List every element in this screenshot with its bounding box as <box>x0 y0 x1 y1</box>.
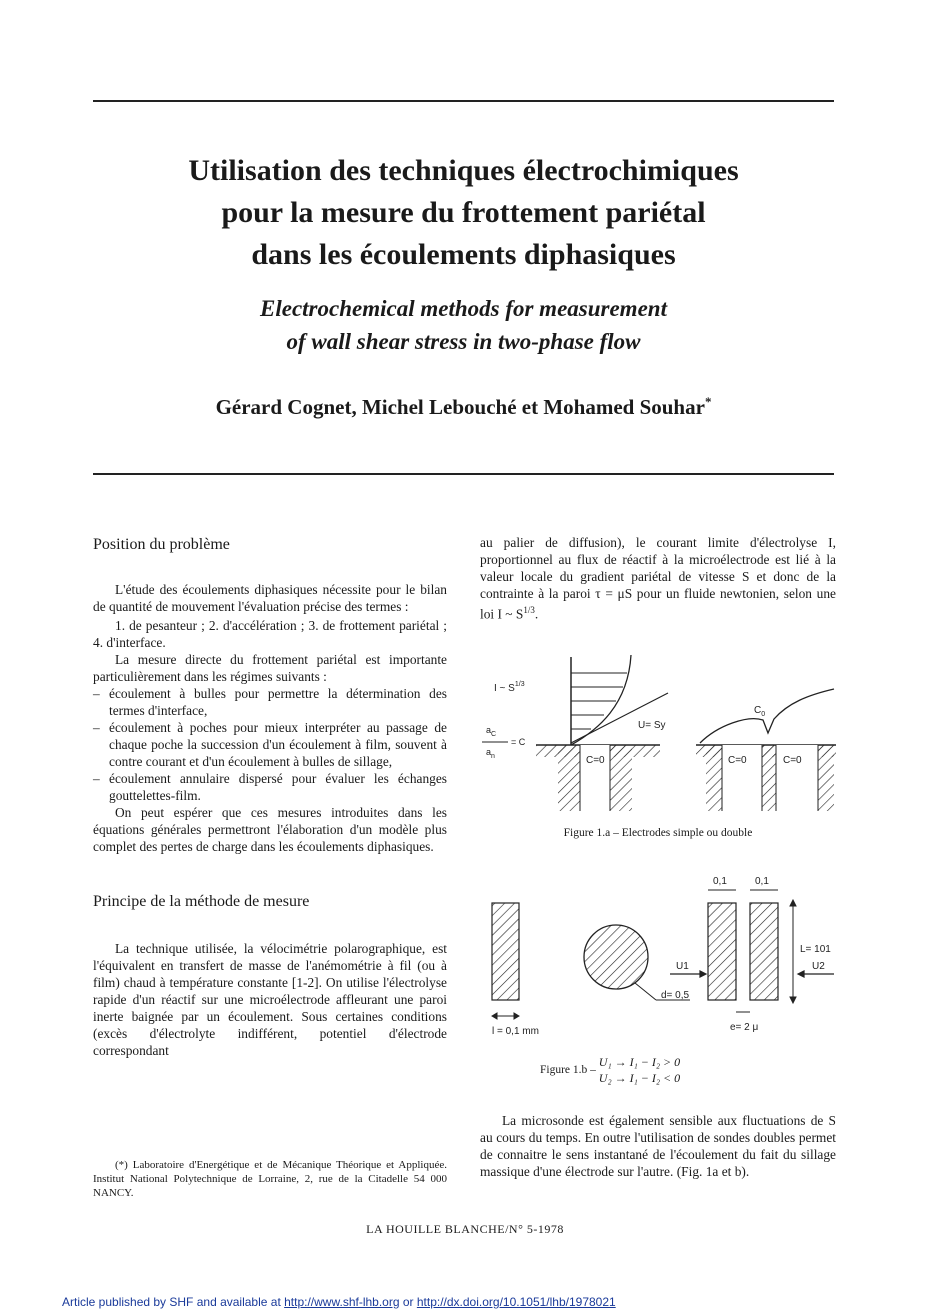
flow-u2-label: U2 <box>812 961 825 972</box>
width-label: 0,1 <box>755 876 769 887</box>
length-dimension <box>790 900 796 1003</box>
subtitle-line: Electrochemical methods for measurement <box>260 296 667 321</box>
header-bottom-rule <box>93 473 834 475</box>
exponent: 1/3 <box>523 605 535 615</box>
figure-1a-caption: Figure 1.a – Electrodes simple ou double <box>563 827 753 839</box>
caption-formula: U₂ → I₁ − I₂ < 0 <box>598 1071 681 1085</box>
diameter-label: d= 0,5 <box>661 990 690 1001</box>
gap-label: e= 2 μ <box>730 1022 759 1033</box>
ratio-top: $a_C$ <box>486 725 497 738</box>
dimension-l-label: l = 0,1 mm <box>492 1026 539 1037</box>
dimension-l <box>492 1013 519 1019</box>
ratio-eq: = C <box>511 737 526 747</box>
law-label: I ~ $S^{1/3}$ <box>494 681 525 694</box>
notice-text: or <box>399 1295 417 1309</box>
figure-1a <box>478 645 838 825</box>
ratio-bottom: $a_n$ <box>486 747 495 760</box>
list-item: – écoulement à poches pour mieux interpréter au passage de chaque poche la succession d'un écoulement à film, souvent à contre courant et d'un écoulement à bulles de sillage, <box>93 720 447 769</box>
caption-formula: U₁ → I₁ − I₂ > 0 <box>598 1055 681 1069</box>
publication-notice <box>62 1295 616 1309</box>
concentration-profile <box>700 689 834 743</box>
figure-1b-caption <box>540 1054 800 1086</box>
electrode-slot <box>558 745 580 811</box>
double-electrode-right <box>750 903 778 1000</box>
footnote <box>93 1158 447 1200</box>
notice-text: Article published by SHF and available at <box>62 1295 285 1309</box>
bulk-concentration-label: $C_0$ <box>754 705 766 718</box>
list-item-text: écoulement annulaire dispersé pour évaluer les échanges gouttelettes-film. <box>109 771 447 803</box>
right-column-bottom <box>480 1112 836 1180</box>
title-line: dans les écoulements diphasiques <box>251 238 676 271</box>
section-heading: Position du problème <box>93 536 230 553</box>
top-rule <box>93 100 834 102</box>
electrode-strip <box>492 903 519 1000</box>
paper-subtitle <box>93 292 834 358</box>
width-label: 0,1 <box>713 876 727 887</box>
right-column-top <box>480 534 836 622</box>
paragraph-text: au palier de diffusion), le courant limite d'électrolyse I, proportionnel au flux de réactif à la microélectrode est lié à la valeur locale du gradient pariétal de vitesse S et donc de la contrainte à la paroi τ = μS pour un fluide newtonien, selon une loi I ~ S <box>480 535 836 622</box>
paragraph <box>480 534 836 622</box>
concentration-zero-label: C=0 <box>783 755 802 766</box>
author-names: Gérard Cognet, Michel Lebouché et Mohamed Souhar <box>215 395 705 419</box>
electrode-slot <box>762 745 776 811</box>
list-item: – écoulement à bulles pour permettre la détermination des termes d'interface, <box>93 686 447 718</box>
authors <box>93 394 834 420</box>
paragraph: La technique utilisée, la vélocimétrie polarographique, est l'équivalent en transfert de masse de l'anémométrie à fil (ou à film) chaud à température constante [1-2]. On utilise l'électrolyse rapide d'un réactif sur une microélectrode affleurant une paroi inerte baignée par un écoulement. Sous certaines conditions (excès d'électrolyte indifférent, potentiel d'électrode correspondant <box>93 941 447 1058</box>
paragraph: L'étude des écoulements diphasiques nécessite pour le bilan de quantité de mouvement l'évaluation précise des termes : <box>93 582 447 614</box>
double-electrode-left <box>708 903 736 1000</box>
figure-1b <box>478 870 838 1040</box>
paper-title <box>93 150 834 276</box>
author-footnote-mark: * <box>704 394 712 409</box>
title-line: Utilisation des techniques électrochimiques <box>188 154 739 187</box>
paragraph-end: . <box>534 606 539 622</box>
shf-link[interactable]: http://www.shf-lhb.org <box>284 1295 400 1309</box>
title-line: pour la mesure du frottement pariétal <box>221 196 706 229</box>
paragraph: 1. de pesanteur ; 2. d'accélération ; 3. de frottement pariétal ; 4. d'interface. <box>93 618 447 650</box>
diameter-leader <box>635 983 656 1000</box>
concentration-zero-label: C=0 <box>728 755 747 766</box>
flow-u1-label: U1 <box>676 961 689 972</box>
circular-electrode <box>584 925 648 989</box>
list-item-text: écoulement à poches pour mieux interpréter au passage de chaque poche la succession d'un écoulement à film, souvent à contre courant et d'un écoulement à bulles de sillage, <box>109 720 447 769</box>
footnote-text: (*) Laboratoire d'Energétique et de Mécanique Théorique et Appliquée. Institut National Polytechnique de Lorraine, 2, rue de la Citadelle 54 000 NANCY. <box>93 1159 447 1199</box>
paragraph: La microsonde est également sensible aux fluctuations de S au cours du temps. En outre l'utilisation de sondes doubles permet de connaitre le sens instantané de l'écoulement du fait du sillage massique d'une électrode sur l'autre. (Fig. 1a et b). <box>480 1113 836 1179</box>
left-column <box>93 536 447 1059</box>
length-label: L= 101 <box>800 944 831 955</box>
doi-link[interactable]: http://dx.doi.org/10.1051/lhb/1978021 <box>416 1295 616 1309</box>
list-item: – écoulement annulaire dispersé pour évaluer les échanges gouttelettes-film. <box>93 771 447 803</box>
paragraph: On peut espérer que ces mesures introduites dans les équations générales permettront l'élaboration d'un modèle plus complet des pertes de charge dans les écoulements diphasiques. <box>93 805 447 854</box>
paragraph: La mesure directe du frottement pariétal est importante particulièrement dans les régimes suivants : <box>93 652 447 684</box>
list-item-text: écoulement à bulles pour permettre la détermination des termes d'interface, <box>109 686 447 718</box>
electrode-slot <box>818 745 834 811</box>
caption-prefix: Figure 1.b – <box>540 1064 596 1076</box>
concentration-zero-label: C=0 <box>586 755 605 766</box>
section-heading: Principe de la méthode de mesure <box>93 893 310 910</box>
electrode-slot <box>610 745 632 811</box>
electrode-slot <box>706 745 722 811</box>
velocity-law-label: U= Sy <box>638 720 666 731</box>
subtitle-line: of wall shear stress in two-phase flow <box>286 329 641 354</box>
journal-footer: LA HOUILLE BLANCHE/N° 5-1978 <box>366 1222 564 1236</box>
velocity-profile <box>571 655 631 745</box>
